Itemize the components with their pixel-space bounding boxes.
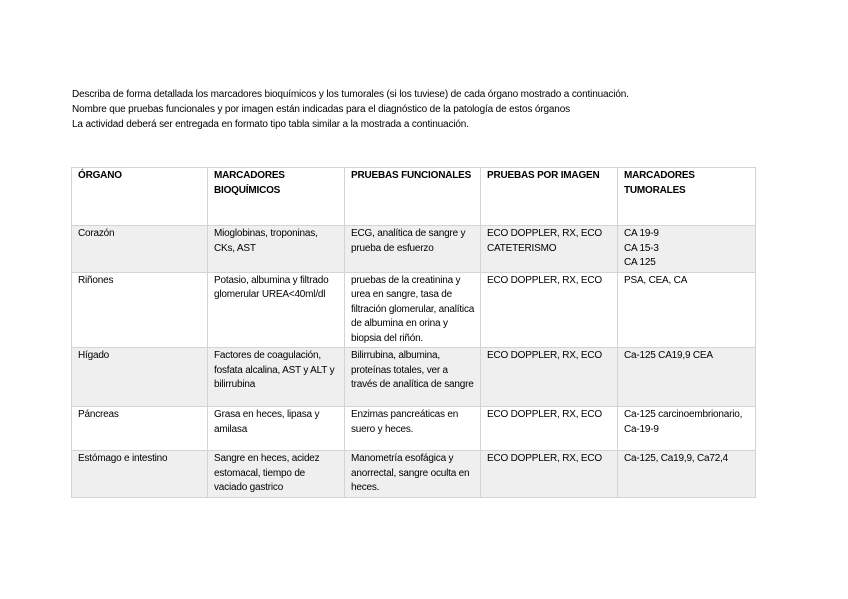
header-bioquimicos-line-1: MARCADORES	[214, 170, 285, 181]
tumoral-marker: PSA, CEA, CA	[624, 274, 688, 286]
cell-bioquimicos: Factores de coagulación, fosfata alcalina, AST y ALT y bilirrubina	[208, 348, 345, 407]
table-row	[72, 348, 756, 407]
table-header-row	[72, 168, 756, 226]
cell-funcionales: Manometría esofágica y anorrectal, sangre oculta en heces.	[345, 451, 481, 498]
cell-bioquimicos: Potasio, albumina y filtrado glomerular UREA<40ml/dl	[208, 272, 345, 348]
header-funcionales-label: PRUEBAS FUNCIONALES	[351, 170, 472, 181]
instruction-line-3: La actividad deberá ser entregada en formato tipo tabla similar a la mostrada a continuación.	[72, 119, 469, 130]
cell-imagen: ECO DOPPLER, RX, ECO	[481, 407, 618, 451]
cell-tumorales	[618, 226, 756, 273]
header-pruebas-imagen	[481, 168, 618, 226]
tumoral-marker: CA 19-9	[624, 228, 659, 239]
cell-tumorales	[618, 272, 756, 348]
cell-funcionales: pruebas de la creatinina y urea en sangre, tasa de filtración glomerular, analítica de albumina en orina y biopsia del riñón.	[345, 272, 481, 348]
cell-tumorales	[618, 407, 756, 451]
cell-funcionales: Enzimas pancreáticas en suero y heces.	[345, 407, 481, 451]
cell-organo: Páncreas	[72, 407, 208, 451]
tumoral-marker: CA 125	[624, 257, 656, 268]
cell-bioquimicos: Grasa en heces, lipasa y amilasa	[208, 407, 345, 451]
cell-tumorales	[618, 451, 756, 498]
cell-imagen: ECO DOPPLER, RX, ECO	[481, 451, 618, 498]
header-marcadores-bioquimicos	[208, 168, 345, 226]
tumoral-marker: Ca-125 CA19,9 CEA	[624, 350, 713, 361]
cell-funcionales: Bilirrubina, albumina, proteínas totales, ver a través de analítica de sangre	[345, 348, 481, 407]
header-organo	[72, 168, 208, 226]
instruction-line-2: Nombre que pruebas funcionales y por imagen están indicadas para el diagnóstico de la patología de estos órganos	[72, 104, 570, 115]
table-row	[72, 226, 756, 273]
cell-organo: Corazón	[72, 226, 208, 273]
header-tumorales-line-2: TUMORALES	[624, 184, 686, 196]
instruction-line-1: Describa de forma detallada los marcadores bioquímicos y los tumorales (si los tuviese) de cada órgano mostrado a continuación.	[72, 89, 629, 100]
table-row	[72, 451, 756, 498]
cell-bioquimicos: Mioglobinas, troponinas, CKs, AST	[208, 226, 345, 273]
cell-tumorales	[618, 348, 756, 407]
header-tumorales-line-1: MARCADORES	[624, 170, 695, 181]
tumoral-marker: CA 15-3	[624, 242, 659, 254]
table-row	[72, 272, 756, 348]
cell-imagen: ECO DOPPLER, RX, ECO CATETERISMO	[481, 226, 618, 273]
tumoral-marker: Ca-125, Ca19,9, Ca72,4	[624, 453, 729, 464]
cell-imagen: ECO DOPPLER, RX, ECO	[481, 272, 618, 348]
header-organo-label: ÓRGANO	[78, 170, 122, 181]
instructions	[72, 87, 792, 132]
tumoral-marker: Ca-125 carcinoembrionario, Ca-19-9	[624, 409, 743, 435]
organ-markers-table	[71, 167, 756, 498]
cell-imagen: ECO DOPPLER, RX, ECO	[481, 348, 618, 407]
header-marcadores-tumorales	[618, 168, 756, 226]
header-imagen-label: PRUEBAS POR IMAGEN	[487, 170, 600, 181]
header-pruebas-funcionales	[345, 168, 481, 226]
cell-bioquimicos: Sangre en heces, acidez estomacal, tiempo de vaciado gastrico	[208, 451, 345, 498]
cell-organo: Riñones	[72, 272, 208, 348]
cell-funcionales: ECG, analítica de sangre y prueba de esfuerzo	[345, 226, 481, 273]
cell-organo: Hígado	[72, 348, 208, 407]
header-bioquimicos-line-2: BIOQUÍMICOS	[214, 184, 281, 196]
table-row	[72, 407, 756, 451]
cell-organo: Estómago e intestino	[72, 451, 208, 498]
